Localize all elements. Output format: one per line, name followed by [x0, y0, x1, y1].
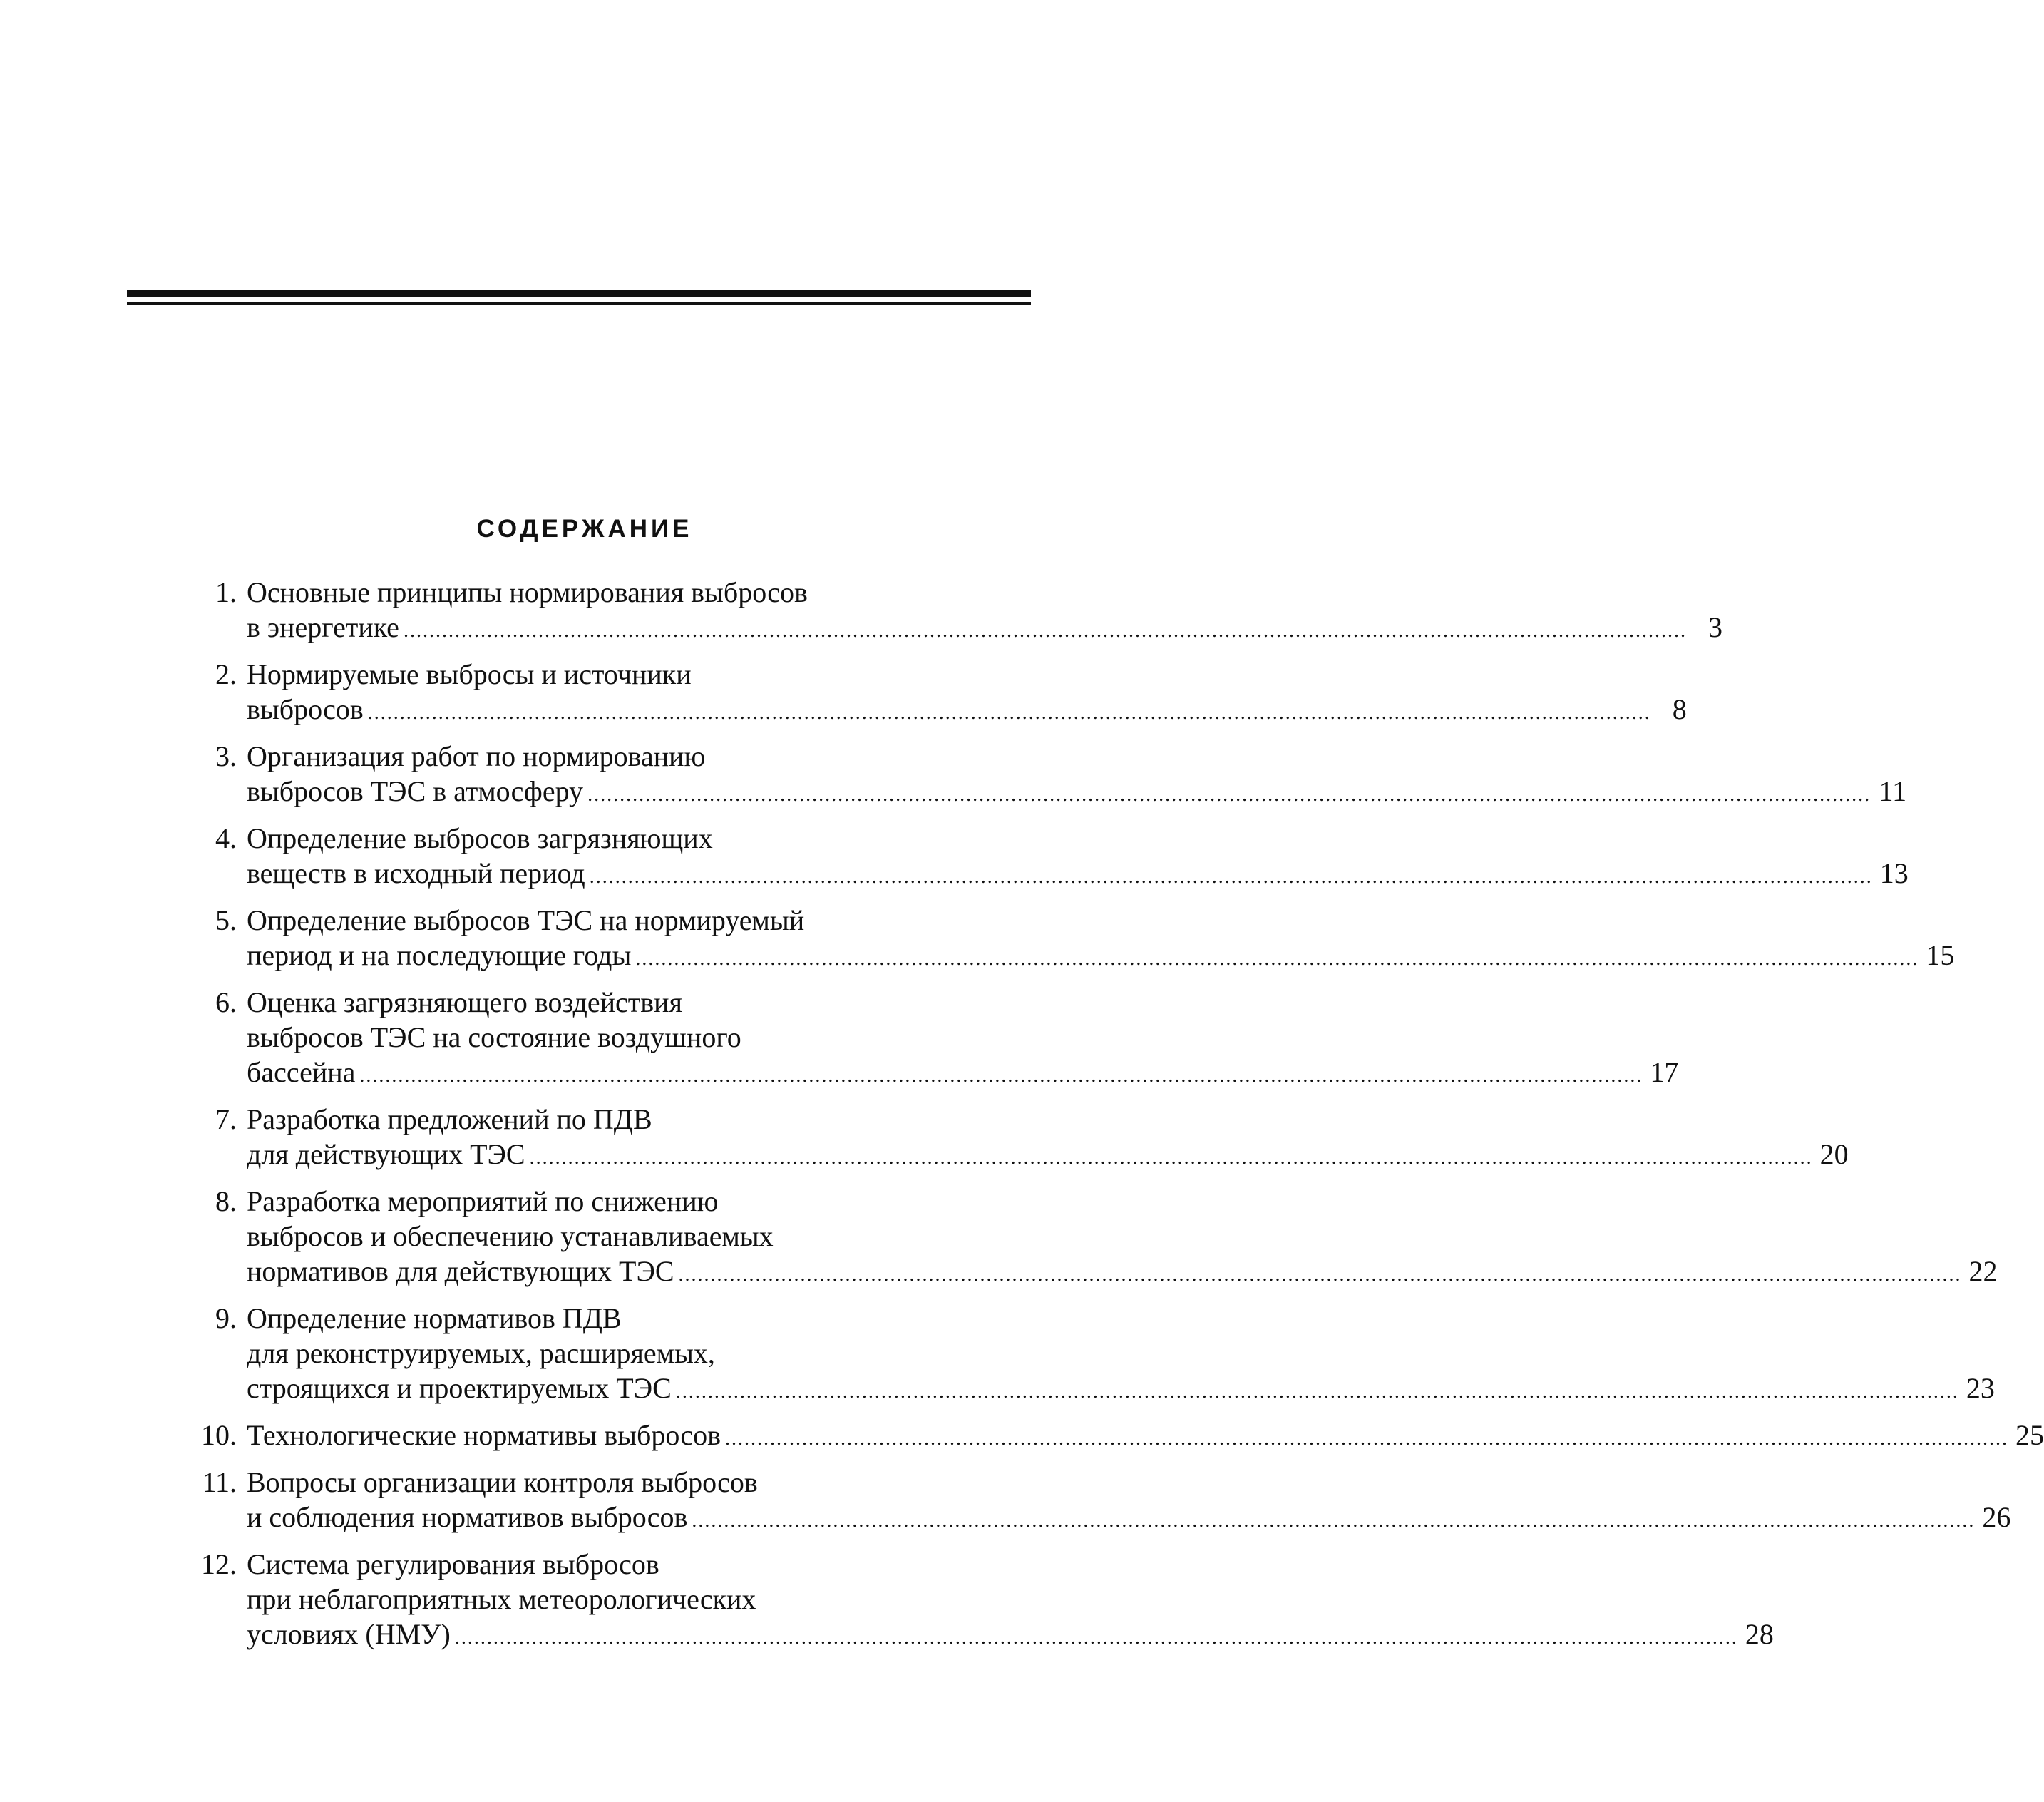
toc-entry-leader-line	[247, 610, 1722, 648]
toc-entry-page-number: 22	[1968, 1255, 1998, 1287]
toc-entry-number: 9.	[215, 1302, 237, 1334]
toc-entry-number: 7.	[215, 1103, 237, 1135]
toc-entry-title-line: Разработка предложений по ПДВ	[247, 1103, 652, 1135]
toc-entry-page-number: 8	[1672, 693, 1687, 725]
toc-entry-leader-line	[247, 1418, 2044, 1456]
toc-entry	[190, 821, 1909, 894]
toc-entry-page-number: 25	[2015, 1419, 2044, 1451]
toc-entry-leader-line	[247, 1254, 1998, 1292]
toc-entry-body	[247, 657, 1687, 730]
dot-leader: ........................................................................................................................................................................................................	[403, 620, 1687, 642]
toc-entry-title-line: выбросов и обеспечению устанавливаемых	[247, 1220, 774, 1252]
toc-entry-leader-line	[247, 1500, 2010, 1538]
toc-entry-page-number: 13	[1879, 857, 1909, 889]
toc-entry-body	[247, 1184, 1998, 1292]
toc-entry-title-last-line: в энергетике	[247, 611, 399, 643]
toc-entry-page-number: 20	[1819, 1138, 1849, 1170]
toc-entry-body	[247, 1102, 1849, 1175]
dot-leader: ........................................................................................................................................................................................................	[635, 948, 1919, 970]
toc-entry-leader-line	[247, 1137, 1849, 1175]
toc-entry-body	[247, 1301, 1995, 1409]
toc-entry-body	[247, 985, 1678, 1093]
toc-entry-title-line: Организация работ по нормированию	[247, 740, 706, 772]
toc-entry-title-line: для реконструируемых, расширяемых,	[247, 1337, 715, 1369]
toc-entry-page-number: 28	[1745, 1618, 1774, 1650]
dot-leader: ........................................................................................................................................................................................................	[587, 784, 1871, 806]
toc-entry-body	[247, 1418, 2044, 1456]
toc-entry-leader-line	[247, 1371, 1995, 1409]
toc-entry-body	[247, 1547, 1774, 1655]
toc-entry-page-number: 26	[1982, 1501, 2011, 1533]
toc-entry-title-line: Система регулирования выбросов	[247, 1548, 659, 1580]
toc-entry-title-line: Основные принципы нормирования выбросов	[247, 576, 808, 608]
toc-entry-leader-line	[247, 1055, 1678, 1093]
dot-leader: ........................................................................................................................................................................................................	[367, 702, 1651, 724]
toc-entry-body	[247, 575, 1722, 648]
toc-entry-number: 8.	[215, 1185, 237, 1217]
dot-leader: ........................................................................................................................................................................................................	[359, 1065, 1643, 1087]
toc-entry	[190, 903, 1955, 976]
toc-entry-title-last-line: период и на последующие годы	[247, 939, 632, 971]
toc-entry	[190, 1184, 1998, 1292]
toc-entry-number: 3.	[215, 740, 237, 772]
toc-entry-page-number: 17	[1650, 1056, 1679, 1088]
toc-entry-body	[247, 1465, 2010, 1538]
toc-entry-number: 1.	[215, 576, 237, 608]
dot-leader: ........................................................................................................................................................................................................	[529, 1147, 1813, 1169]
toc-entry	[190, 657, 1687, 730]
dot-leader: ........................................................................................................................................................................................................	[675, 1381, 1959, 1403]
toc-entry-title-line: при неблагоприятных метеорологических	[247, 1583, 756, 1615]
toc-entry-leader-line	[247, 1617, 1774, 1655]
toc-entry	[190, 1418, 2044, 1456]
header-rule-thick	[127, 290, 1031, 297]
toc-entry-page-number: 23	[1966, 1372, 1995, 1404]
toc-entry-title-last-line: для действующих ТЭС	[247, 1138, 525, 1170]
toc-entry	[190, 1547, 1774, 1655]
toc-entry-title-line: Нормируемые выбросы и источники	[247, 658, 692, 690]
toc-entry-leader-line	[247, 774, 1906, 812]
toc-entry-title-last-line: строящихся и проектируемых ТЭС	[247, 1372, 672, 1404]
toc-entry-body	[247, 739, 1906, 812]
toc-entry-number: 4.	[215, 822, 237, 854]
toc-entry-title-line: Определение нормативов ПДВ	[247, 1302, 622, 1334]
toc-entry	[190, 739, 1907, 812]
toc-entry-title-last-line: выбросов ТЭС в атмосферу	[247, 775, 584, 807]
dot-leader: ........................................................................................................................................................................................................	[589, 866, 1873, 888]
dot-leader: ........................................................................................................................................................................................................	[692, 1510, 1976, 1532]
toc-entry-page-number: 15	[1926, 939, 1955, 971]
toc-entry-page-number: 3	[1707, 611, 1722, 643]
toc-entry	[190, 1301, 1995, 1409]
header-rule-thin	[127, 302, 1031, 305]
table-of-contents	[190, 575, 2044, 1664]
toc-entry-number: 12.	[201, 1548, 237, 1580]
toc-entry	[190, 1465, 2011, 1538]
dot-leader: ........................................................................................................................................................................................................	[454, 1627, 1738, 1649]
toc-entry-number: 2.	[215, 658, 237, 690]
toc-entry-title-last-line: и соблюдения нормативов выбросов	[247, 1501, 688, 1533]
toc-entry-title-line: Определение выбросов ТЭС на нормируемый	[247, 904, 805, 936]
toc-entry-title-line: Разработка мероприятий по снижению	[247, 1185, 719, 1217]
toc-entry-title-line: выбросов ТЭС на состояние воздушного	[247, 1021, 741, 1053]
toc-entry-leader-line	[247, 856, 1909, 894]
toc-entry-body	[247, 821, 1909, 894]
toc-entry-title-line: Вопросы организации контроля выбросов	[247, 1466, 758, 1498]
dot-leader: ........................................................................................................................................................................................................	[724, 1428, 2008, 1450]
toc-entry-title-line: Оценка загрязняющего воздействия	[247, 986, 682, 1018]
toc-entry-title-last-line: условиях (НМУ)	[247, 1618, 451, 1650]
toc-entry-number: 5.	[215, 904, 237, 936]
toc-entry-title-last-line: Технологические нормативы выбросов	[247, 1419, 721, 1451]
toc-entry-number: 6.	[215, 986, 237, 1018]
toc-title: СОДЕРЖАНИЕ	[476, 515, 693, 543]
toc-entry-title-last-line: бассейна	[247, 1056, 356, 1088]
toc-entry	[190, 985, 1679, 1093]
toc-entry-title-last-line: веществ в исходный период	[247, 857, 585, 889]
dot-leader: ........................................................................................................................................................................................................	[678, 1264, 1962, 1286]
toc-entry-leader-line	[247, 692, 1687, 730]
toc-entry-body	[247, 903, 1954, 976]
toc-entry-title-line: Определение выбросов загрязняющих	[247, 822, 713, 854]
toc-entry-number: 11.	[202, 1466, 237, 1498]
toc-entry-title-last-line: выбросов	[247, 693, 364, 725]
toc-entry-title-last-line: нормативов для действующих ТЭС	[247, 1255, 674, 1287]
toc-entry	[190, 575, 1722, 648]
toc-entry-number: 10.	[201, 1419, 237, 1451]
toc-entry	[190, 1102, 1849, 1175]
toc-entry-page-number: 11	[1879, 775, 1907, 807]
toc-entry-leader-line	[247, 938, 1954, 976]
